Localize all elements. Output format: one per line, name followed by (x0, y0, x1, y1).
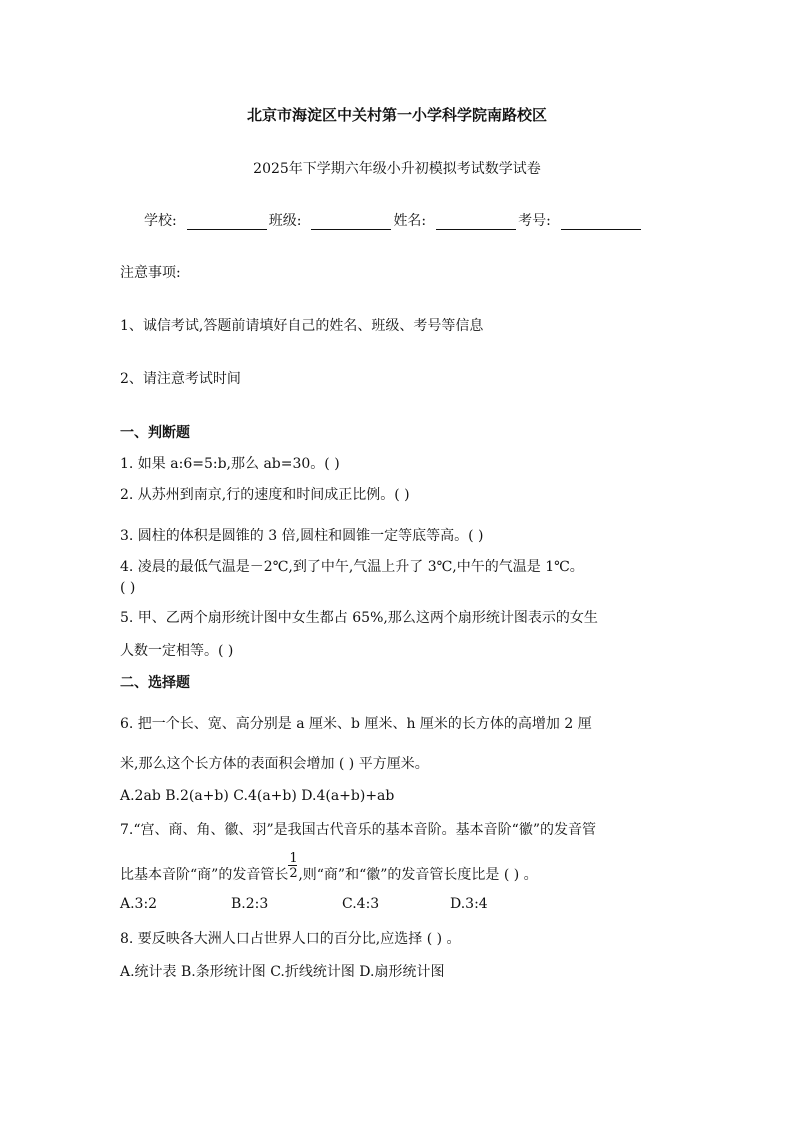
fraction-denominator: 2 (289, 866, 298, 881)
question-7-option-b: B.2:3 (231, 896, 269, 912)
school-field[interactable] (187, 215, 267, 230)
id-label: 考号: (518, 213, 551, 229)
question-7-line-2-post: ,则“商”和“徽”的发音管长度比是 ( ) 。 (298, 867, 538, 883)
fraction-one-half (288, 851, 298, 881)
name-label: 姓名: (393, 213, 427, 229)
fraction-numerator: 1 (289, 851, 298, 866)
name-field[interactable] (436, 215, 516, 230)
question-7-line-1: 7.“宫、商、角、徽、羽”是我国古代音乐的基本音阶。基本音阶“徽”的发音管 (120, 822, 596, 838)
question-4-line-1: 4. 凌晨的最低气温是－2℃,到了中午,气温上升了 3℃,中午的气温是 1℃。 (120, 559, 584, 575)
question-5-line-1: 5. 甲、乙两个扇形统计图中女生都占 65%,那么这两个扇形统计图表示的女生 (120, 610, 598, 626)
question-6-line-1: 6. 把一个长、宽、高分别是 a 厘米、b 厘米、h 厘米的长方体的高增加 2 厘 (120, 716, 592, 732)
id-field[interactable] (561, 215, 641, 230)
question-2: 2. 从苏州到南京,行的速度和时间成正比例。( ) (120, 487, 410, 503)
section-1-title: 一、判断题 (120, 425, 190, 441)
school-title: 北京市海淀区中关村第一小学科学院南路校区 (246, 106, 547, 124)
question-8-options: A.统计表 B.条形统计图 C.折线统计图 D.扇形统计图 (120, 964, 445, 980)
question-6-options: A.2ab B.2(a+b) C.4(a+b) D.4(a+b)+ab (120, 788, 395, 804)
question-4-line-2: ( ) (120, 580, 136, 596)
question-7-option-c: C.4:3 (342, 896, 380, 912)
question-5-line-2: 人数一定相等。( ) (120, 643, 234, 659)
question-7-line-2-pre: 比基本音阶“商”的发音管长 (120, 867, 289, 883)
question-7-option-a: A.3:2 (120, 896, 158, 912)
class-label: 班级: (268, 213, 302, 229)
question-8-line-1: 8. 要反映各大洲人口占世界人口的百分比,应选择 ( ) 。 (120, 931, 461, 947)
school-label: 学校: (144, 213, 177, 229)
student-info-row (144, 210, 643, 230)
exam-title: 2025年下学期六年级小升初模拟考试数学试卷 (253, 161, 541, 177)
notes-heading: 注意事项: (120, 265, 181, 281)
question-1: 1. 如果 a:6=5:b,那么 ab=30。( ) (120, 456, 340, 472)
section-2-title: 二、选择题 (120, 675, 190, 691)
question-7-line-2 (120, 851, 538, 884)
notes-item-1: 1、诚信考试,答题前请填好自己的姓名、班级、考号等信息 (120, 318, 484, 334)
question-6-line-2: 米,那么这个长方体的表面积会增加 ( ) 平方厘米。 (120, 756, 429, 772)
class-field[interactable] (311, 215, 391, 230)
notes-item-2: 2、请注意考试时间 (120, 371, 241, 387)
question-7-option-d: D.3:4 (450, 896, 488, 912)
question-3: 3. 圆柱的体积是圆锥的 3 倍,圆柱和圆锥一定等底等高。( ) (120, 528, 484, 544)
